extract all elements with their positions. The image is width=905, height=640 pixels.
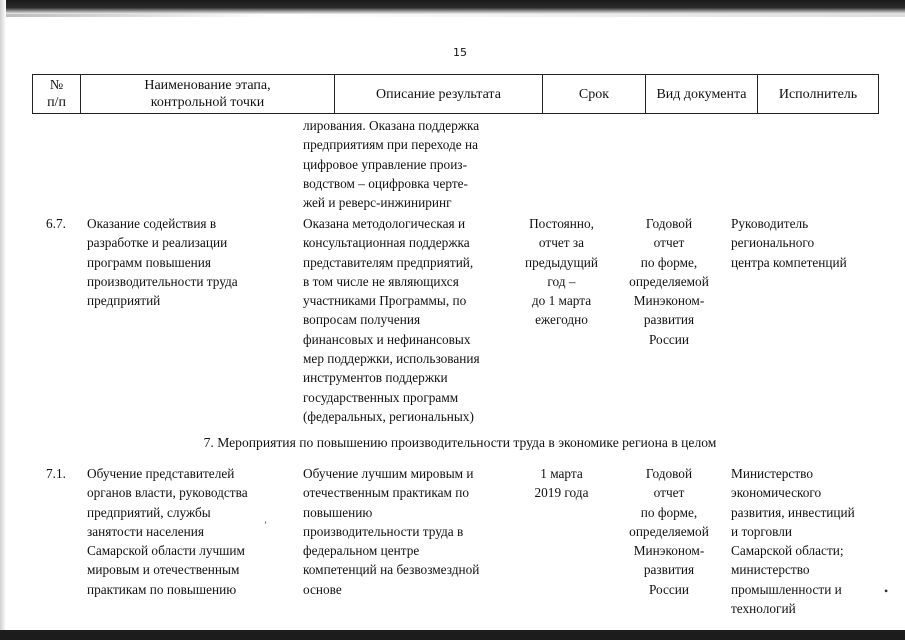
continuation-description: лирования. Оказана поддержка предприятиям при переходе на цифровое управление произ- водством – оцифровка черте- жей и реверс-инжиниринг <box>303 118 480 211</box>
header-name: Наименование этапа, контрольной точки <box>81 75 335 113</box>
row-6-7-description: Оказана методологическая и консультационная поддержка представителям предприятий, в том числе не являющихся участниками Программы, по вопросам получения финансовых и нефинансовых мер поддержки, использования инструментов поддержки государственных программ (федеральных, региональных) <box>303 216 480 424</box>
row-6-7-executor: Руководитель регионального центра компетенций <box>731 216 847 270</box>
row-7-1-name: Обучение представителей органов власти, руководства предприятий, службы занятости населения Самарской области лучшим мировым и отечественным практикам по повышению <box>87 466 248 597</box>
scan-left-edge <box>0 0 6 640</box>
header-description: Описание результата <box>335 75 543 113</box>
row-7-1-document-type: Годовой отчет по форме, определяемой Минэконом- развития России <box>629 466 709 597</box>
scan-speck: ʼ <box>264 520 267 530</box>
header-term: Срок <box>543 75 646 113</box>
row-6-7-number: 6.7. <box>46 216 66 231</box>
row-7-1-executor: Министерство экономического развития, инвестиций и торговли Самарской области; министерство промышленности и технологий <box>731 466 855 617</box>
header-num: № п/п <box>33 75 81 113</box>
header-executor: Исполнитель <box>778 86 858 102</box>
row-6-7-term: Постоянно, отчет за предыдущий год – до 1 марта ежегодно <box>524 216 599 328</box>
row-7-1-number: 7.1. <box>46 466 66 481</box>
row-7-1-description: Обучение лучшим мировым и отечественным практикам по повышению производительности труда в федеральном центре компетенций на безвозмездной основе <box>303 466 480 597</box>
scan-speck-2: • <box>884 584 889 598</box>
section-7-heading: 7. Мероприятия по повышению производительности труда в экономике региона в целом <box>203 435 717 450</box>
page-number: 15 <box>453 46 467 59</box>
scan-top-shadow <box>0 14 905 17</box>
row-6-7-document-type: Годовой отчет по форме, определяемой Минэконом- развития России <box>629 216 709 347</box>
header-document-type: Вид документа <box>646 75 758 113</box>
row-7-1-term: 1 марта 2019 года <box>534 466 589 501</box>
scan-top-edge <box>0 0 905 14</box>
scan-bottom-edge <box>0 630 905 640</box>
table-header <box>32 74 879 114</box>
row-6-7-name: Оказание содействия в разработке и реализации программ повышения производительности труда предприятий <box>87 216 238 309</box>
